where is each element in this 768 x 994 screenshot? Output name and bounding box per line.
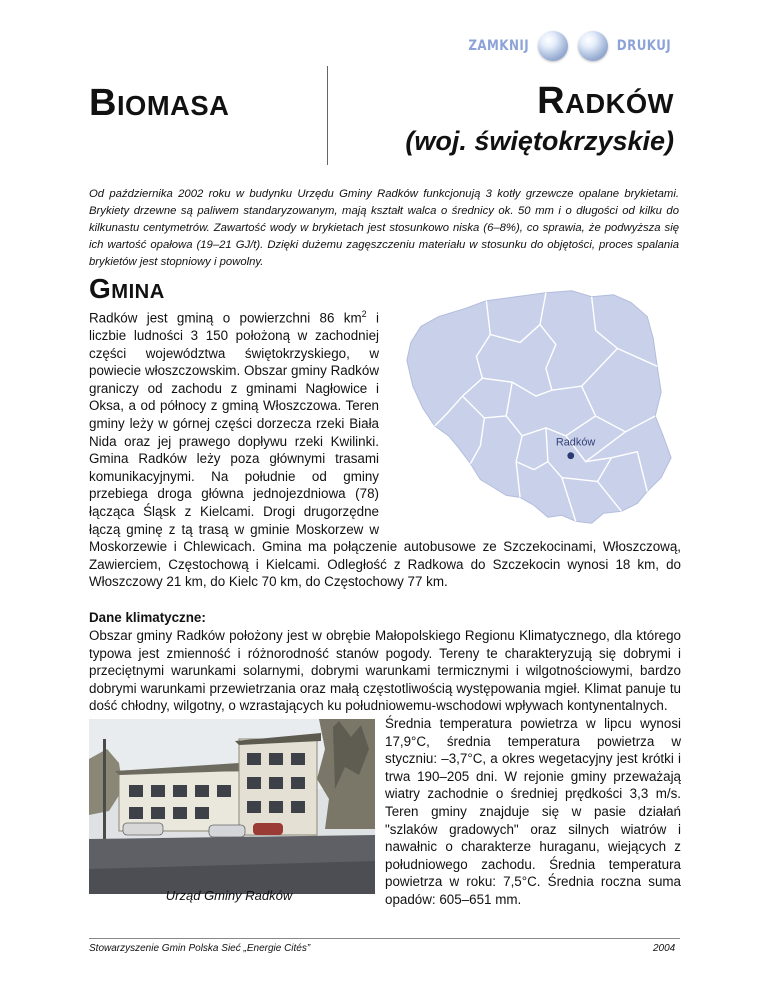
km-superscript: 2 (361, 309, 367, 319)
close-button-label: ZAMKNIJ (468, 38, 530, 54)
gmina-text-start: Radków jest gminą o powierzchni 86 km (89, 310, 362, 326)
gmina-paragraph (89, 306, 681, 591)
climate-text-intro: Obszar gminy Radków położony jest w obrębie Małopolskiego Regionu Klimatycznego, dla którego typowa jest zmienność i różnorodność stanów pogody. Tereny te charakteryzują się dobrymi i przeciętnymi warunkami solarnymi, dobrymi warunkami termicznymi i wilgotnościowymi, bardzo dobrymi warunkami przewietrzania oraz małą częstotliwością występowania mgieł. Klimat panuje tu dość chłodny, wilgotny, o wzrastających ku południowemu-wschodowi wpływach kontynentalnych. (89, 628, 681, 714)
gmina-heading: GMINA (89, 273, 165, 304)
page-title: RADKÓW (537, 80, 674, 122)
gmina-text-rest: i liczbie ludności 3 150 położoną w zachodniej części województwa świętokrzyskiego, w powiecie włoszczowskim. Obszar gminy Radków graniczy od zachodu z gminami Nagłowice i Oksa, a od północy z gminą Włoszczowa. Teren gminy leży w górnej części dorzecza rzeki Biała Nida oraz jej prawego dopływu rzeki Kwilinki. Gmina Radków leży poza głównymi trasami komunikacyjnymi. Na południe od gminy przebiega droga główna jednojezdniowa (78) łącząca Śląsk z Kielcami. Drogi drugorzędne łączą gminę z tą trasą w gminie Moskorzew w Moskorzewie i Chlewicach. Gmina ma połączenie autobusowe ze Szczekocinami, Włoszczową, Zawierciem, Częstochową i Kielcami. Odległość z Radkowa do Szczekocin wynosi 18 km, do Włoszczowy 21 km, do Kielc 70 km, do Częstochowy 77 km. (89, 310, 681, 590)
radkow-location-marker (567, 452, 574, 459)
close-button[interactable] (463, 32, 568, 60)
office-building-photo (89, 719, 375, 894)
intro-paragraph: Od października 2002 roku w budynku Urzędu Gminy Radków funkcjonują 3 kotły grzewcze opalane brykietami. Brykiety drzewne są paliwem standaryzowanym, mają kształt walca o średnicy ok. 50 mm i o długości od kilku do kilkunastu centymetrów. Zawartość wody w brykietach jest stosunkowo niska (6–8%), co sprawia, że podwyższa się ich wartość opałowa (19–21 GJ/t). Dzięki dużemu zagęszczeniu materiału w stosunku do objętości, proces spalania brykietów jest stopniowy i powolny. (89, 188, 679, 268)
page-subtitle: (woj. świętokrzyskie) (405, 126, 674, 156)
climate-paragraph (89, 627, 681, 909)
print-orb-icon (578, 31, 608, 61)
footer-year: 2004 (653, 943, 676, 954)
section-title-biomasa: BIOMASA (89, 82, 230, 124)
footer-organization: Stowarzyszenie Gmin Polska Sieć „Energie Cités” (89, 943, 311, 954)
climate-heading: Dane klimatyczne: (89, 610, 206, 625)
print-button[interactable] (578, 32, 676, 60)
photo-caption: Urząd Gminy Radków (165, 888, 293, 903)
footer-divider (89, 938, 680, 939)
map-label-radkow: Radków (555, 436, 596, 449)
close-orb-icon (538, 31, 568, 61)
climate-text-details: Średnia temperatura powietrza w lipcu wynosi 17,9°C, średnia temperatura powietrza w styczniu: –3,7°C, a okres wegetacyjny jest krótki i trwa 190–205 dni. W rejonie gminy przeważają wiatry zachodnie o średniej prędkości 3,3 m/s. Teren gminy znajduje się w pasie działań "szlaków gradowych" oraz silnych wiatrów i nawałnic o charakterze huraganu, wiejących z południowego zachodu. Średnia temperatura powietrza w roku: 7,5°C. Średnia roczna suma opadów: 605–651 mm. (385, 715, 681, 907)
header-divider (327, 66, 328, 165)
poland-map (387, 286, 685, 532)
print-button-label: DRUKUJ (616, 38, 672, 54)
